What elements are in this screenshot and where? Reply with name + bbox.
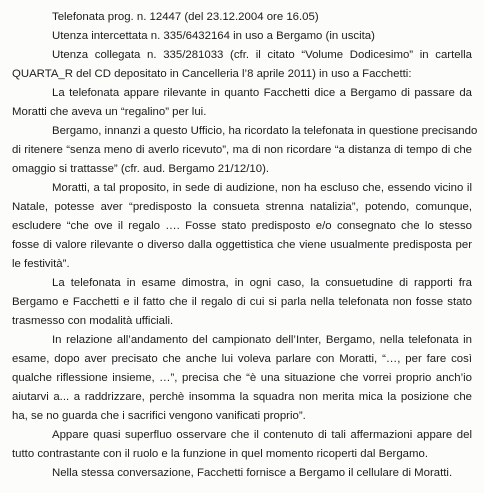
- paragraph-line: Bergamo e Facchetti e il fatto che il regalo di cui si parla nella telefonata non fosse stato: [12, 296, 472, 308]
- paragraph: [12, 84, 472, 122]
- paragraph: [12, 179, 472, 274]
- paragraph-line: trasmesso con modalità ufficiali.: [12, 315, 174, 327]
- paragraph-line: La telefonata in esame dimostra, in ogni caso, la consuetudine di rapporti fra: [52, 277, 472, 289]
- paragraph: [12, 331, 472, 426]
- paragraph-line: qualche riflessione insieme, …”, precisa che “è una situazione che vorrei proprio anch’io: [12, 372, 472, 384]
- paragraph-line: Appare quasi superfluo osservare che il contenuto di tali affermazioni appare del: [52, 429, 472, 441]
- paragraph-line: le festività”.: [12, 258, 70, 270]
- paragraph-line: La telefonata appare rilevante in quanto Facchetti dice a Bergamo di passare da: [52, 87, 472, 99]
- paragraph-line: Natale, potesse aver “predisposto la consueta strenna natalizia”, potendo, comunque,: [12, 201, 472, 213]
- paragraph-line: di ritenere “senza meno di averlo ricevuto”, ma di non ricordare “a distanza di tempo di che: [12, 144, 472, 156]
- paragraph-line: Nella stessa conversazione, Facchetti fornisce a Bergamo il cellulare di Moratti.: [52, 467, 453, 479]
- paragraph-line: fosse di valore rilevante o diverso dalla oggettistica che viene usualmente predisposta per: [12, 239, 472, 251]
- document-page: [12, 8, 478, 483]
- paragraph-line: ha, se no guarda che i sacrifici vengono vanificati proprio”.: [12, 410, 306, 422]
- paragraph-line: omaggio si trattasse” (cfr. aud. Bergamo 21/12/10).: [12, 163, 270, 175]
- paragraph: [12, 274, 472, 331]
- linked-number-line: QUARTA_R del CD depositato in Cancelleria l’8 aprile 2011) in uso a Facchetti:: [12, 68, 412, 80]
- paragraph-line: escludere “che ove il regalo …. Fosse stato predisposto e/o consegnato che lo stesso: [12, 220, 472, 232]
- paragraph-line: Moratti, a tal proposito, in sede di audizione, non ha escluso che, essendo vicino il: [52, 182, 472, 194]
- paragraph-line: In relazione all’andamento del campionato dell’Inter, Bergamo, nella telefonata in: [52, 334, 472, 346]
- paragraph: [12, 464, 472, 483]
- paragraph-line: tutto contrastante con il ruolo e la funzione in quel momento ricoperti dal Bergamo.: [12, 448, 428, 460]
- paragraph-line: aiutarvi a... a raddrizzare, perchè insomma la squadra non merita mica la posizione che: [12, 391, 472, 403]
- paragraph: [12, 122, 478, 179]
- call-reference-line: Telefonata prog. n. 12447 (del 23.12.2004 ore 16.05): [52, 11, 319, 23]
- linked-number-line: Utenza collegata n. 335/281033 (cfr. il citato “Volume Dodicesimo” in cartella: [52, 49, 472, 61]
- paragraph-line: Bergamo, innanzi a questo Ufficio, ha ricordato la telefonata in questione precisando: [52, 125, 478, 137]
- paragraph: [12, 426, 472, 464]
- paragraph-line: Moratti che aveva un “regalino” per lui.: [12, 106, 207, 118]
- paragraph-line: esame, dopo aver precisato che anche lui voleva parlare con Moratti, “…, per fare così: [12, 353, 472, 365]
- intercepted-number-line: Utenza intercettata n. 335/6432164 in uso a Bergamo (in uscita): [52, 30, 375, 42]
